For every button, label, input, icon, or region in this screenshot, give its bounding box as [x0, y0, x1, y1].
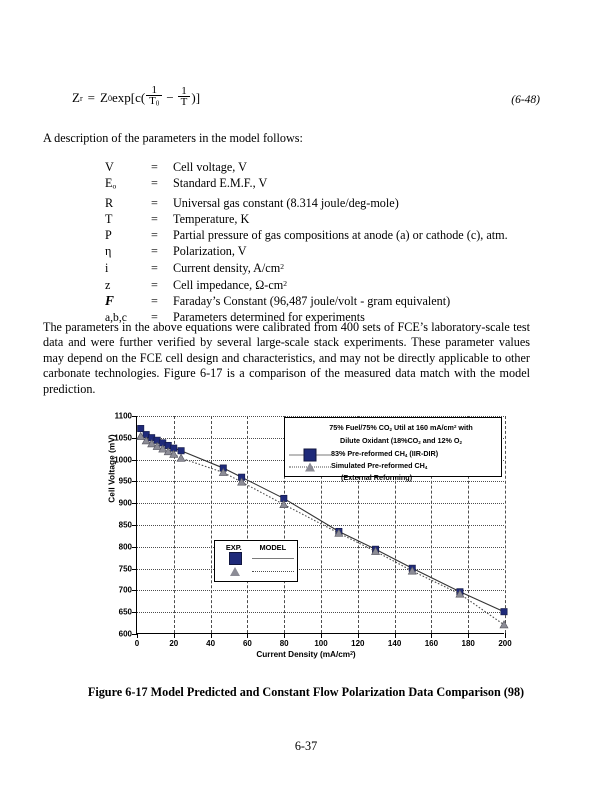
fraction-2-denominator: T [178, 96, 191, 108]
y-axis-tick-label: 950 [118, 476, 132, 486]
parameter-equals: = [151, 160, 158, 174]
x-axis-tick-label: 80 [279, 639, 289, 648]
y-axis-tick-label: 800 [118, 542, 132, 552]
legend-symbol-square-solid-line [289, 449, 331, 460]
grid-line-vertical [505, 416, 506, 633]
parameter-symbol: η [105, 243, 112, 258]
legend-entry-simulated [285, 460, 501, 472]
equation-exp-close: )] [191, 90, 201, 106]
parameter-description: Faraday’s Constant (96,487 joule/volt - gram equivalent) [173, 293, 451, 308]
y-axis-label: Cell Voltage (mV) [107, 434, 117, 503]
parameter-equals: = [151, 260, 158, 275]
parameter-row [105, 277, 508, 294]
parameter-description: Standard E.M.F., V [173, 175, 268, 190]
fraction-2-numerator: 1 [181, 85, 187, 98]
data-point-triangle [177, 454, 185, 461]
legend-exp-row-square [215, 552, 297, 565]
equation-rhs-base: Z [99, 90, 108, 106]
parameter-description: Cell impedance, $\Omega-cm^2$ [173, 277, 288, 292]
parameter-description: Parameters determined for experiments [173, 309, 365, 324]
equation-number: (6-48) [511, 94, 540, 106]
legend-exp-headers [215, 541, 297, 552]
equation-fraction-1 [146, 85, 162, 110]
data-point-triangle [500, 621, 508, 628]
dotted-line-icon [252, 571, 294, 572]
y-axis-tick-label: 1050 [114, 433, 132, 443]
equation-lhs-sub: r [79, 93, 83, 103]
body-paragraph: The parameters in the above equations were calibrated from 400 sets of FCE’s laboratory-scale test data and were further verified by several large-scale stack experiments. These parameter values may depend on the FCE cell design and characteristics, and may not be directly applicable to other carbonate technologies. Figure 6-17 is a comparison of the measured data match with the model prediction. [43, 320, 530, 396]
x-axis-tick-label: 20 [169, 639, 179, 648]
parameter-description: Polarization, V [173, 243, 247, 258]
solid-line-icon [252, 558, 294, 559]
parameter-symbol: z [105, 277, 111, 292]
parameter-description: Universal gas constant (8.314 joule/deg-mole) [173, 195, 399, 210]
x-axis-tick-mark [284, 633, 285, 638]
legend-exp-triangle-cell [218, 567, 252, 576]
y-axis-tick-label: 1100 [114, 411, 132, 421]
x-axis-tick-label: 40 [206, 639, 216, 648]
parameter-row [105, 196, 508, 212]
legend-exp-square-cell [218, 552, 252, 565]
legend-entry-2-subtext: (External Reforming) [341, 472, 413, 482]
legend-entry-2-text: Simulated Pre-reformed $CH_4$ [331, 461, 428, 471]
parameter-equals: = [151, 309, 158, 324]
data-point-square [137, 425, 143, 431]
equation-rhs-sub: 0 [107, 93, 112, 103]
x-axis-tick-mark [431, 633, 432, 638]
parameter-definition-list [105, 160, 508, 327]
legend-entry-1-text: 83% Pre-reformed $CH_4$ (IIR-DIR) [331, 448, 439, 458]
equation-exp-open: exp[c( [111, 90, 146, 106]
legend-symbol-triangle-dotted-line [289, 462, 331, 473]
x-axis-tick-label: 140 [387, 639, 402, 648]
parameter-equals: = [151, 175, 158, 190]
x-axis-tick-label: 100 [314, 639, 328, 648]
legend-header-exp: EXP. [225, 543, 242, 552]
legend-entry-experiment [285, 448, 501, 460]
page-number: 6-37 [294, 739, 318, 753]
chart-legend-conditions [284, 417, 502, 482]
x-axis-tick-mark [395, 633, 396, 638]
parameter-symbol: i [105, 260, 109, 275]
x-axis-tick-mark [321, 633, 322, 638]
triangle-marker-icon [230, 567, 240, 576]
x-axis-tick-mark [468, 633, 469, 638]
x-axis-label: Current Density $(mA/cm^2)$ [256, 650, 356, 659]
y-axis-tick-label: 850 [118, 520, 132, 530]
parameter-symbol: V [105, 160, 114, 174]
equation-minus: − [166, 90, 174, 106]
y-axis-tick-label: 900 [118, 498, 132, 508]
data-point-square [501, 609, 507, 615]
parameter-row [105, 212, 508, 228]
x-axis-tick-label: 160 [424, 639, 439, 648]
chart-plot-area [114, 411, 512, 648]
square-marker-icon [304, 448, 317, 461]
y-axis-tick-label: 1000 [114, 455, 132, 465]
parameter-row [105, 294, 508, 310]
parameter-symbol: T [105, 211, 113, 226]
x-axis-tick-mark [137, 633, 138, 638]
parameter-description: Current density, $A/cm^2$ [173, 260, 284, 275]
parameter-symbol: F [105, 292, 114, 308]
equation-body [72, 86, 200, 111]
x-axis-tick-label: 60 [242, 639, 252, 648]
fraction-1-denominator: $T_0$ [146, 95, 162, 110]
x-axis-tick-mark [247, 633, 248, 638]
equation-6-48 [72, 86, 540, 111]
x-axis-tick-label: 180 [461, 639, 475, 648]
parameter-row [105, 260, 508, 277]
equation-equals: = [87, 90, 95, 106]
equation-fraction-2 [178, 86, 191, 108]
y-axis-tick-label: 750 [118, 564, 132, 574]
parameter-equals: = [151, 243, 158, 258]
parameter-symbol: a,b,c [105, 310, 127, 324]
parameter-row [105, 160, 508, 176]
data-point-square [178, 448, 184, 454]
y-axis-tick-label: 600 [118, 629, 132, 639]
parameter-row [105, 228, 508, 244]
x-axis-tick-label: 200 [498, 639, 512, 648]
y-axis-tick-label: 650 [118, 607, 132, 617]
parameter-equals: = [151, 195, 158, 210]
parameter-symbol: R [105, 195, 114, 210]
parameter-rows [105, 160, 508, 327]
legend-condition-line-1: 75% Fuel/75% $CO_2$ Util at 160 $mA/cm^2$ with [329, 422, 473, 432]
x-axis-tick-mark [211, 633, 212, 638]
y-axis-tick-label: 700 [118, 585, 132, 595]
legend-condition-line-2: Dilute Oxidant ($18\%CO_2$ and 12% $O_2$ [340, 436, 462, 446]
parameter-row [105, 244, 508, 260]
parameter-row [105, 176, 508, 196]
parameter-description: Cell voltage, V [173, 160, 247, 174]
x-axis-tick-label: 120 [351, 639, 365, 648]
parameter-equals: = [151, 211, 158, 226]
square-marker-icon [229, 552, 242, 565]
triangle-marker-icon [305, 463, 315, 472]
parameter-equals: = [151, 227, 158, 242]
legend-model-solid-cell [252, 558, 294, 559]
chart-legend-exp-model [214, 540, 298, 582]
legend-header-model: MODEL [259, 543, 287, 552]
figure-6-17 [90, 402, 522, 664]
parameter-description: Temperature, K [173, 211, 250, 226]
legend-model-dotted-cell [252, 571, 294, 572]
parameter-equals: = [151, 293, 158, 308]
parameter-symbol: P [105, 227, 112, 242]
parameter-symbol: $E_o$ [105, 175, 117, 191]
x-axis-tick-mark [505, 633, 506, 638]
equation-lhs: Z [72, 90, 80, 106]
fraction-1-numerator: 1 [151, 84, 157, 96]
legend-exp-row-triangle [215, 565, 297, 578]
x-axis-tick-mark [174, 633, 175, 638]
intro-sentence: A description of the parameters in the model follows: [43, 131, 303, 145]
x-axis-tick-label: 0 [134, 639, 140, 648]
parameter-equals: = [151, 277, 158, 292]
parameter-description: Partial pressure of gas compositions at anode (a) or cathode (c), atm. [173, 227, 508, 242]
x-axis-tick-mark [358, 633, 359, 638]
figure-caption: Figure 6-17 Model Predicted and Constant Flow Polarization Data Comparison (98) [87, 685, 525, 699]
